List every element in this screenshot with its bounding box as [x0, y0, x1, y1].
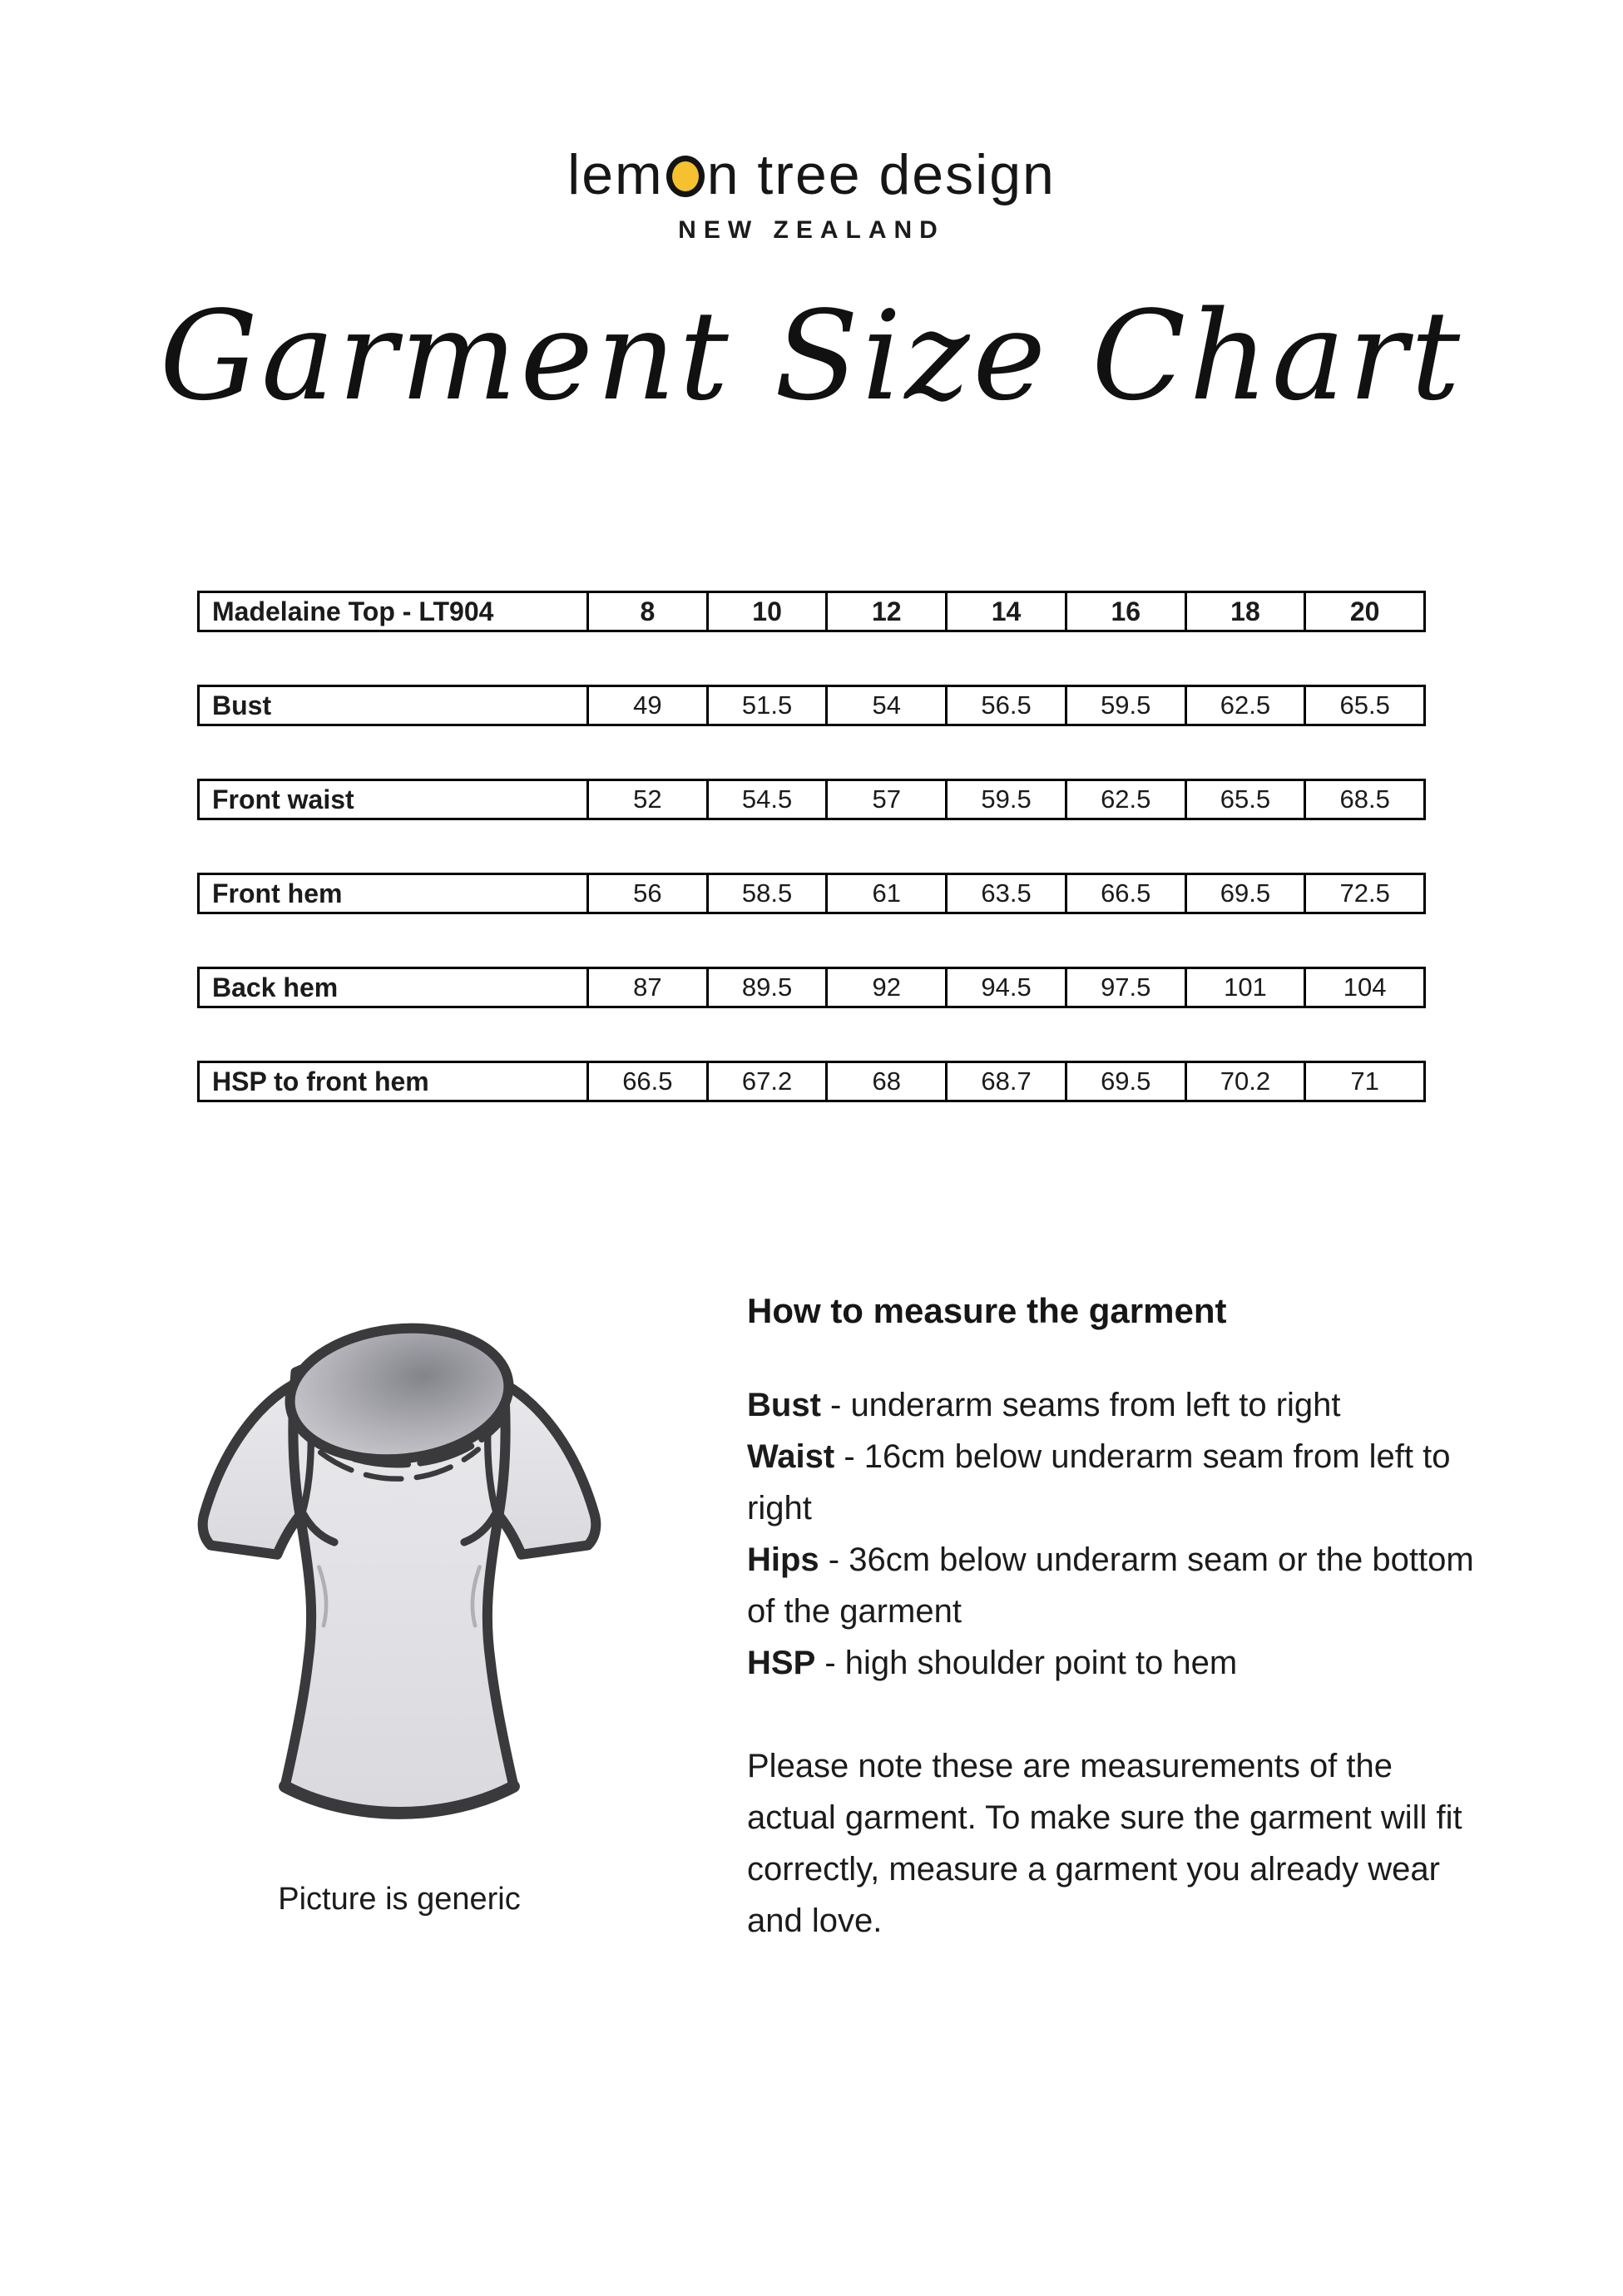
cell-value: 67.2 — [706, 1063, 826, 1100]
cell-value: 59.5 — [945, 781, 1065, 818]
cell-value: 57 — [825, 781, 945, 818]
lemon-dot-icon — [666, 156, 705, 197]
cell-value: 66.5 — [586, 1063, 706, 1100]
garment-illustration — [146, 1279, 653, 1867]
brand-country: NEW ZEALAND — [678, 216, 945, 244]
cell-value: 92 — [825, 969, 945, 1006]
measurement-note: Please note these are measurements of the actual garment. To make sure the garment will fit correctly, measure a garment you already wear and love. — [747, 1748, 1462, 1939]
howto-desc: - 36cm below underarm seam or the bottom of the garment — [747, 1541, 1474, 1630]
size-header: 12 — [825, 593, 945, 630]
size-header: 16 — [1065, 593, 1185, 630]
cell-value: 54 — [825, 687, 945, 724]
howto-term: Bust — [747, 1387, 821, 1423]
cell-value: 59.5 — [1065, 687, 1185, 724]
howto-item-waist — [747, 1431, 1479, 1534]
cell-value: 56.5 — [945, 687, 1065, 724]
cell-value: 97.5 — [1065, 969, 1185, 1006]
table-row-bust — [197, 685, 1426, 726]
illustration-caption: Picture is generic — [278, 1882, 521, 1917]
brand-text-post: n tree design — [706, 143, 1056, 206]
brand-text-pre: lem — [567, 143, 664, 206]
howto-item-bust — [747, 1379, 1479, 1431]
howto-desc: - high shoulder point to hem — [815, 1645, 1238, 1681]
howto-item-hsp — [747, 1637, 1479, 1689]
cell-value: 69.5 — [1185, 875, 1304, 912]
row-label: Back hem — [212, 972, 339, 1002]
howto-term: Waist — [747, 1438, 835, 1475]
measure-instructions — [747, 1291, 1479, 1947]
brand-logo — [0, 143, 1623, 245]
cell-value: 68.7 — [945, 1063, 1065, 1100]
cell-value: 68.5 — [1304, 781, 1423, 818]
tshirt-sketch-icon — [146, 1279, 653, 1867]
cell-value: 54.5 — [706, 781, 826, 818]
cell-value: 104 — [1304, 969, 1423, 1006]
cell-value: 49 — [586, 687, 706, 724]
cell-value: 70.2 — [1185, 1063, 1304, 1100]
cell-value: 101 — [1185, 969, 1304, 1006]
cell-value: 62.5 — [1065, 781, 1185, 818]
cell-value: 66.5 — [1065, 875, 1185, 912]
howto-desc: - 16cm below underarm seam from left to right — [747, 1438, 1451, 1527]
table-row-front-waist — [197, 779, 1426, 820]
size-header: 18 — [1185, 593, 1304, 630]
size-header: 10 — [706, 593, 826, 630]
howto-desc: - underarm seams from left to right — [820, 1387, 1341, 1423]
howto-item-hips — [747, 1534, 1479, 1637]
cell-value: 69.5 — [1065, 1063, 1185, 1100]
howto-term: Hips — [747, 1541, 819, 1578]
cell-value: 58.5 — [706, 875, 826, 912]
table-header-row — [197, 591, 1426, 632]
size-header: 20 — [1304, 593, 1423, 630]
size-chart-table — [197, 591, 1426, 1102]
howto-heading: How to measure the garment — [747, 1291, 1227, 1330]
cell-value: 63.5 — [945, 875, 1065, 912]
cell-value: 94.5 — [945, 969, 1065, 1006]
row-label: Bust — [212, 690, 272, 720]
cell-value: 72.5 — [1304, 875, 1423, 912]
brand-name — [0, 143, 1623, 206]
row-label: HSP to front hem — [212, 1066, 429, 1096]
page-title: Garment Size Chart — [159, 285, 1464, 428]
cell-value: 65.5 — [1185, 781, 1304, 818]
cell-value: 89.5 — [706, 969, 826, 1006]
row-label: Front hem — [212, 878, 343, 908]
table-row-hsp — [197, 1061, 1426, 1102]
cell-value: 61 — [825, 875, 945, 912]
cell-value: 52 — [586, 781, 706, 818]
size-header: 14 — [945, 593, 1065, 630]
table-row-front-hem — [197, 873, 1426, 914]
cell-value: 68 — [825, 1063, 945, 1100]
cell-value: 87 — [586, 969, 706, 1006]
cell-value: 51.5 — [706, 687, 826, 724]
row-label: Front waist — [212, 784, 354, 814]
cell-value: 71 — [1304, 1063, 1423, 1100]
cell-value: 65.5 — [1304, 687, 1423, 724]
table-row-back-hem — [197, 967, 1426, 1008]
cell-value: 56 — [586, 875, 706, 912]
cell-value: 62.5 — [1185, 687, 1304, 724]
product-name: Madelaine Top - LT904 — [212, 596, 494, 626]
size-header: 8 — [586, 593, 706, 630]
howto-term: HSP — [747, 1645, 816, 1681]
